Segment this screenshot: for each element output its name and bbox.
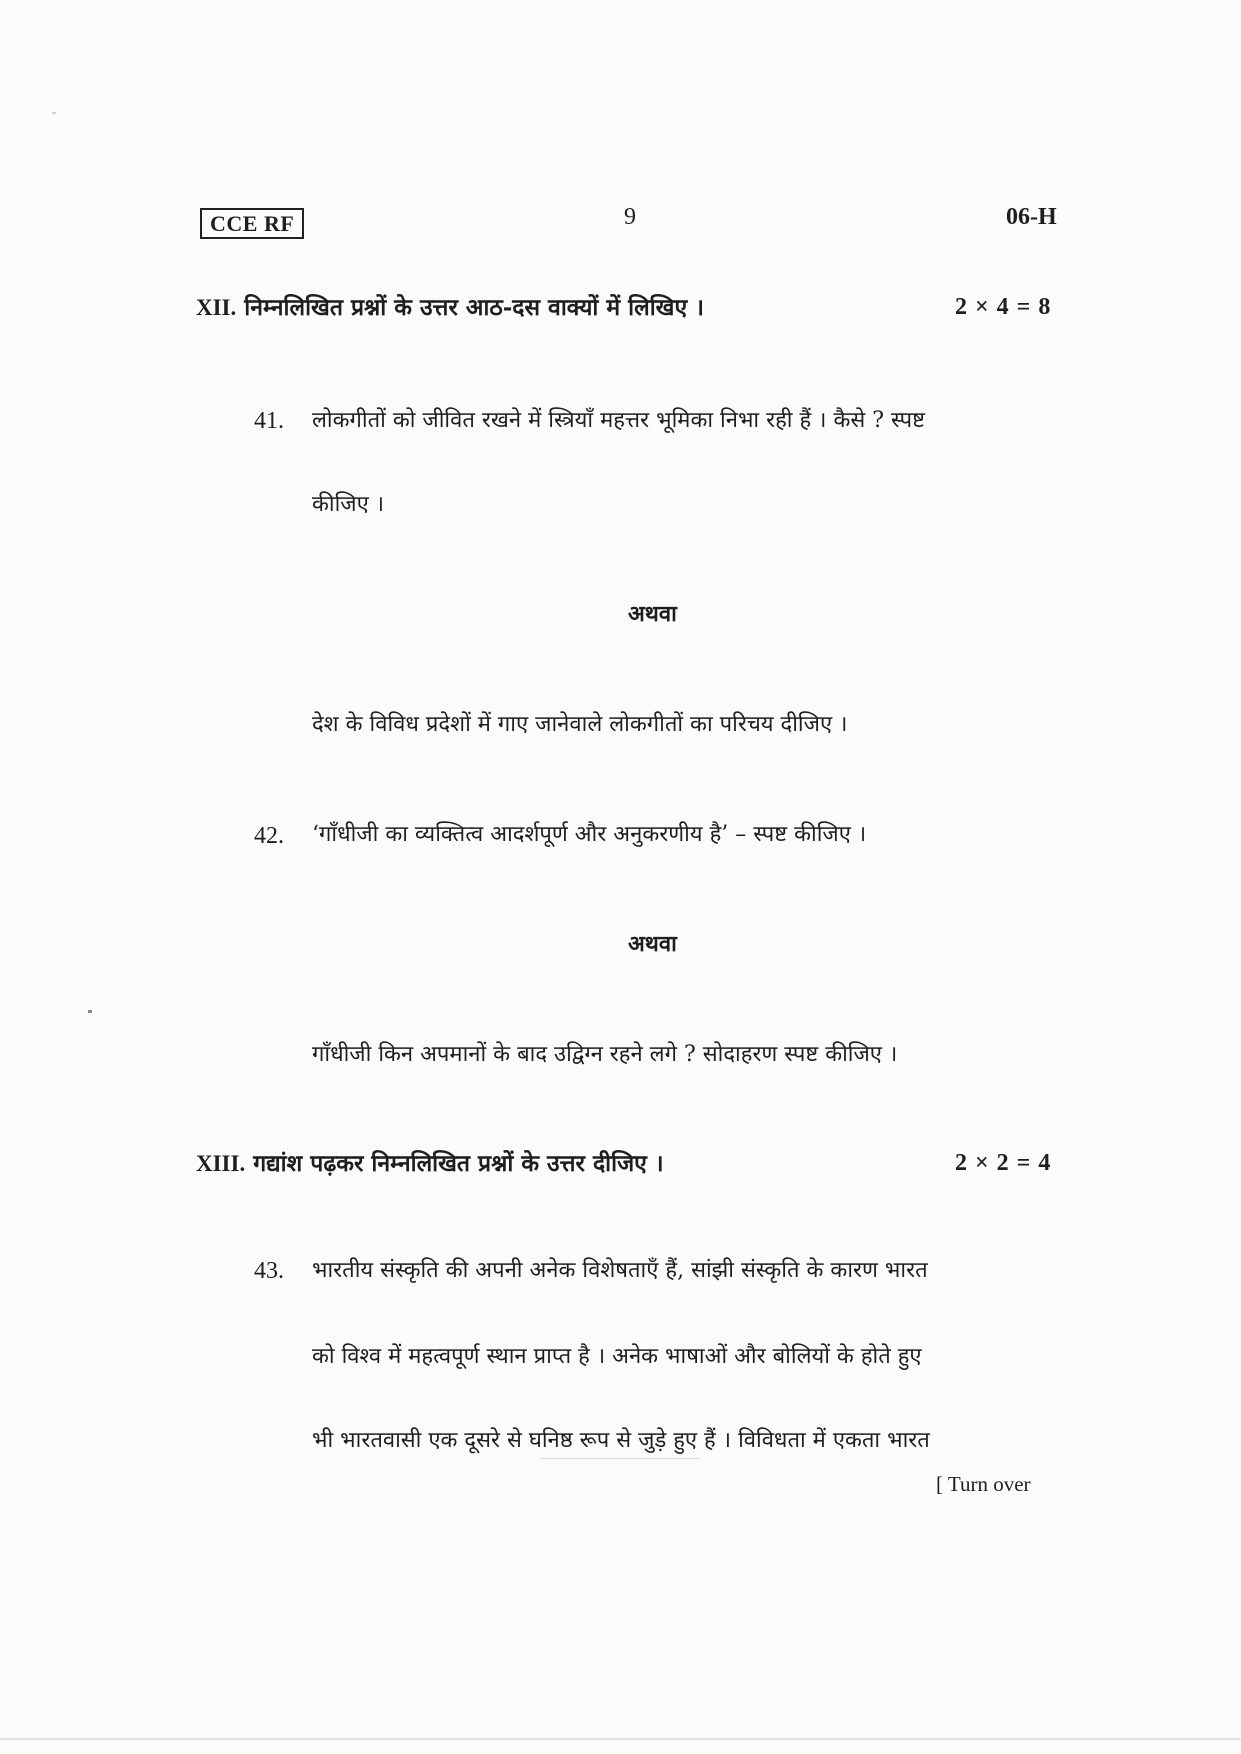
section-xii-marks: 2 × 4 = 8 xyxy=(955,294,1052,320)
question-41-line-1: लोकगीतों को जीवित रखने में स्त्रियाँ महत्तर भूमिका निभा रही हैं । कैसे ? स्पष्ट xyxy=(312,408,925,433)
scan-speck xyxy=(540,1458,700,1459)
turn-over-note: [ Turn over xyxy=(936,1472,1031,1496)
question-41-alternative: देश के विविध प्रदेशों में गाए जानेवाले लोकगीतों का परिचय दीजिए । xyxy=(312,712,848,737)
page-number: 9 xyxy=(624,204,636,230)
section-xiii-instruction: गद्यांश पढ़कर निम्नलिखित प्रश्नों के उत्तर दीजिए । xyxy=(253,1150,664,1177)
question-42-alternative: गाँधीजी किन अपमानों के बाद उद्विग्न रहने लगे ? सोदाहरण स्पष्ट कीजिए । xyxy=(312,1042,898,1067)
question-42-number: 42. xyxy=(254,823,284,849)
question-41-number: 41. xyxy=(254,408,284,434)
question-42-or-label: अथवा xyxy=(628,931,677,957)
question-41-or-label: अथवा xyxy=(628,601,677,627)
section-xiii-roman: XIII. xyxy=(196,1151,246,1176)
question-43-line-2: को विश्व में महत्वपूर्ण स्थान प्राप्त है । अनेक भाषाओं और बोलियों के होते हुए xyxy=(312,1344,922,1369)
scan-speck xyxy=(88,1010,92,1013)
section-xiii-heading xyxy=(196,1146,664,1178)
section-xiii-marks: 2 × 2 = 4 xyxy=(955,1150,1052,1176)
section-xii-roman: XII. xyxy=(196,295,237,320)
exam-code-box: CCE RF xyxy=(200,208,304,239)
scan-speck xyxy=(52,112,56,114)
section-xii-heading xyxy=(196,290,704,322)
section-xii-instruction: निम्नलिखित प्रश्नों के उत्तर आठ-दस वाक्यों में लिखिए । xyxy=(244,294,704,321)
scan-edge xyxy=(0,1738,1241,1740)
question-43-number: 43. xyxy=(254,1258,284,1284)
question-41-line-2: कीजिए । xyxy=(312,492,385,517)
question-42-line-1: ‘गाँधीजी का व्यक्तित्व आदर्शपूर्ण और अनुकरणीय है’ – स्पष्ट कीजिए । xyxy=(312,822,867,847)
paper-code: 06-H xyxy=(1006,204,1057,230)
question-43-line-1: भारतीय संस्कृति की अपनी अनेक विशेषताएँ हैं, सांझी संस्कृति के कारण भारत xyxy=(312,1258,928,1283)
question-43-line-3: भी भारतवासी एक दूसरे से घनिष्ठ रूप से जुड़े हुए हैं । विविधता में एकता भारत xyxy=(312,1428,930,1453)
